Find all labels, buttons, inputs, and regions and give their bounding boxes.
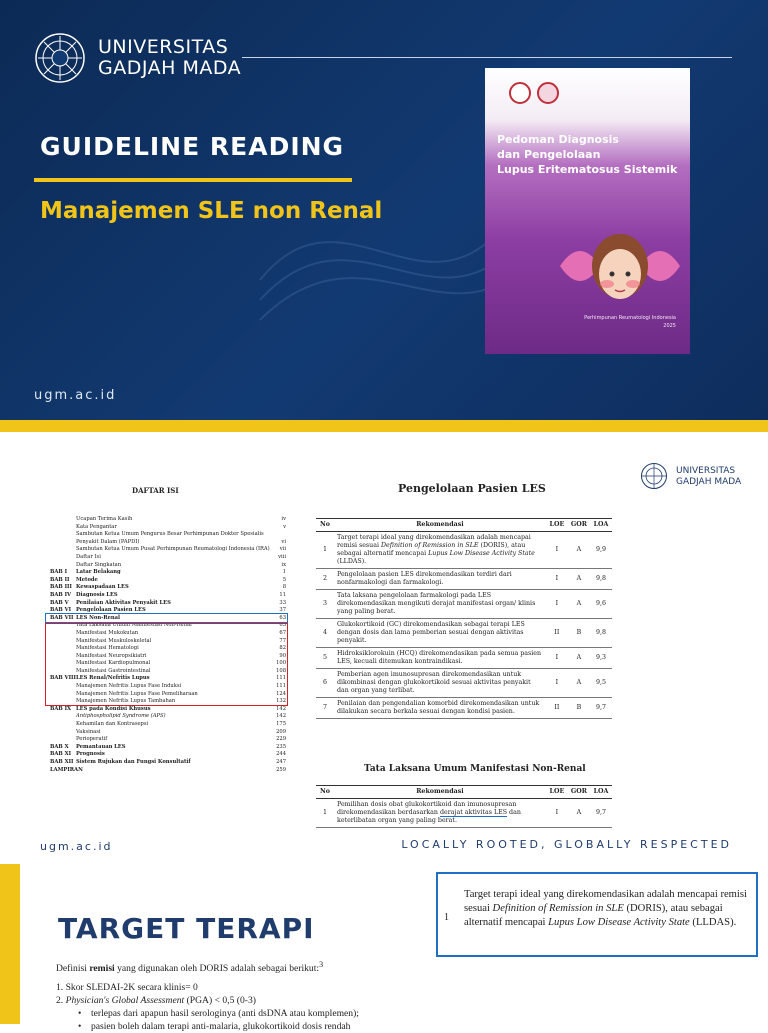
cell-rekomendasi: Penilaian dan pengendalian komorbid direkomendasikan untuk dilakukan secara berkala sesuai dengan kondisi pasien. (334, 698, 546, 719)
toc-chapter: BAB XI (50, 751, 72, 758)
cell-loe: I (546, 648, 568, 669)
toc-row (50, 729, 286, 737)
italic-term: Lupus Low Disease Activity State (428, 550, 535, 557)
def-sup: 3 (319, 960, 324, 969)
toc-chapter (50, 524, 76, 532)
university-name-small (676, 466, 741, 488)
cell-no: 2 (316, 569, 334, 590)
toc-chapter (50, 729, 76, 737)
guideline-book-cover (485, 68, 690, 354)
toc-entry: Manifestasi Mukokutan (76, 629, 139, 636)
col-no: No (316, 786, 334, 799)
header-rule (242, 57, 732, 58)
recommendation-table-1 (316, 518, 612, 719)
cell-rekomendasi: Pengelolaan pasien LES direkomendasikan terdiri dari nonfarmakologi dan farmakologi. (334, 569, 546, 590)
callout-italic-1: Definition of Remission in SLE (492, 903, 624, 914)
callout-c: (LLDAS). (689, 917, 737, 928)
toc-chapter: BAB II (50, 576, 70, 583)
cell-loa: 9,7 (590, 799, 612, 828)
callout-b: (DORIS), atau sebagai alternatif mencapai (464, 903, 723, 928)
col-rekomendasi: Rekomendasi (334, 786, 546, 799)
toc-page: 90 (279, 652, 286, 659)
cell-no: 5 (316, 648, 334, 669)
cell-no: 3 (316, 590, 334, 619)
toc-entry: Daftar Singkatan (76, 561, 122, 568)
table-row (316, 532, 612, 569)
toc-entry: Tata Laksana Umum Manifestasi Non-Renal (76, 622, 192, 629)
col-loe: LOE (546, 519, 568, 532)
table-header-row (316, 786, 612, 799)
rec-text-highlight: derajat aktivitas LES (439, 809, 508, 816)
toc-chapter (50, 516, 76, 524)
toc-entry: Vaksinasi (76, 728, 101, 735)
toc-entry: Manajemen Nefritis Lupus Tambahan (76, 698, 176, 705)
toc-page: 77 (279, 637, 286, 644)
cover-title (497, 132, 677, 177)
callout-text (464, 888, 754, 930)
toc-chapter: LAMPIRAN (50, 766, 83, 773)
toc-row (50, 584, 286, 592)
toc-entry: Manajemen Nefritis Lupus Fase Pemeliharaan (76, 690, 198, 697)
toc-entry: Kewaspadaan LES (76, 584, 129, 591)
cell-rekomendasi (334, 532, 546, 569)
list-item: 1. Skor SLEDAI-2K secara klinis= 0 (56, 982, 198, 994)
toc-page: ix (281, 561, 286, 568)
table-row (316, 619, 612, 648)
toc-entry: Sambutan Ketua Umum Pengurus Besar Perhimpunan Dokter Spesialis (76, 531, 264, 538)
toc-row (50, 577, 286, 585)
cell-loe: I (546, 569, 568, 590)
cell-gor: B (568, 619, 590, 648)
col-no: No (316, 519, 334, 532)
toc-page: 63 (279, 622, 286, 629)
ugm-seal-icon-small (640, 462, 668, 490)
cell-rekomendasi: Glukokortikoid (GC) direkomendasikan sebagai terapi LES dengan dosis dan lama pemberian sesuai dengan aktivitas penyakit. (334, 619, 546, 648)
ira-logo-icon (537, 82, 559, 104)
toc-chapter: BAB IV (50, 591, 72, 598)
cell-loa: 9,5 (590, 669, 612, 698)
cell-loa: 9,8 (590, 569, 612, 590)
toc-entry: Prognosis (76, 751, 105, 758)
toc-page: 142 (276, 705, 286, 712)
toc-chapter: BAB I (50, 569, 68, 576)
table-row (316, 569, 612, 590)
toc-page: 67 (279, 629, 286, 636)
rec-text: (LLDAS). (337, 558, 367, 565)
cover-title-line-3: Lupus Eritematosus Sistemik (497, 163, 678, 176)
slide-subtitle: Manajemen SLE non Renal (40, 198, 383, 224)
toc-row (50, 721, 286, 729)
university-line-1: UNIVERSITAS (98, 36, 229, 58)
toc-row (50, 744, 286, 752)
university-line-2: GADJAH MADA (98, 57, 242, 79)
cover-year: 2025 (663, 323, 676, 329)
toc-row (50, 736, 286, 744)
toc-entry: Daftar Isi (76, 553, 101, 560)
target-title: TARGET TERAPI (58, 912, 315, 945)
gold-divider (0, 420, 768, 432)
toc-page: 8 (282, 584, 286, 591)
toc-entry: Metode (76, 576, 98, 583)
toc-entry: Sistem Rujukan dan Fungsi Konsultatif (76, 759, 191, 765)
cell-gor: A (568, 569, 590, 590)
website-url-2: ugm.ac.id (40, 840, 113, 853)
cell-loe: I (546, 669, 568, 698)
toc-entry: Antiphospholipid Syndrome (APS) (76, 713, 166, 720)
highlight-box-red (45, 623, 288, 706)
toc-entry: Penilaian Aktivitas Penyakit LES (76, 599, 171, 606)
cell-gor: A (568, 669, 590, 698)
ugm-seal-icon (34, 32, 86, 84)
cover-publisher (584, 314, 676, 330)
toc-page: vii (279, 546, 286, 553)
list-item: • terlepas dari apapun hasil serologinya (anti dsDNA atau komplemen); (78, 1008, 359, 1020)
toc-row (50, 554, 286, 562)
cell-loa: 9,8 (590, 619, 612, 648)
recommendation-table-2 (316, 785, 612, 828)
toc-chapter (50, 736, 76, 744)
toc-page: 142 (276, 713, 286, 720)
def-bold: remisi (89, 963, 115, 975)
university-small-line-1: UNIVERSITAS (676, 466, 736, 476)
toc-chapter: BAB V (50, 599, 69, 606)
toc-entry: LES Non-Renal (76, 614, 120, 621)
toc-row (50, 562, 286, 570)
cell-loe: I (546, 590, 568, 619)
cell-rekomendasi: Hidroksiklorokuin (HCQ) direkomendasikan pada semua pasien LES, kecuali ditemukan kontraindikasi. (334, 648, 546, 669)
cell-gor: A (568, 590, 590, 619)
rec-text: Target terapi ideal yang direkomendasikan adalah mencapai remisi sesuai (337, 534, 531, 549)
toc-chapter (50, 721, 76, 729)
rec-text-b: dan keterlibatan organ yang paling berat. (337, 809, 521, 824)
table1-title: Pengelolaan Pasien LES (398, 482, 546, 495)
title-slide (0, 0, 768, 420)
toc-chapter: BAB III (50, 584, 72, 591)
toc-page (272, 531, 286, 539)
toc-chapter (50, 562, 76, 570)
toc-row (50, 531, 286, 539)
toc-entry: LES Renal/Nefritis Lupus (76, 675, 150, 682)
toc-entry: Manifestasi Hematologi (76, 645, 139, 652)
cell-loa: 9,7 (590, 698, 612, 719)
cell-loa: 9,3 (590, 648, 612, 669)
col-gor: GOR (568, 519, 590, 532)
toc-row (50, 600, 286, 608)
toc-chapter (50, 531, 76, 539)
table-header-row (316, 519, 612, 532)
toc-entry: Pengelolaan Pasien LES (76, 607, 146, 614)
rec-text: (DORIS), atau sebagai alternatif mencapai (337, 542, 526, 557)
cover-publisher-name: Perhimpunan Reumatologi Indonesia (584, 315, 676, 321)
table-row (316, 698, 612, 719)
rec-text-a: Pemilihan dosis obat glukokortikoid dan imunosupresan direkomendasikan berdasarkan (337, 801, 517, 816)
university-small-line-2: GADJAH MADA (676, 477, 742, 487)
toc-chapter: BAB X (50, 743, 69, 750)
toc-row (50, 524, 286, 532)
toc-page: 5 (282, 576, 286, 583)
toc-row (50, 546, 286, 554)
recommendation-callout (436, 872, 758, 957)
toc-page: v (283, 523, 286, 530)
toc-chapter (50, 554, 76, 562)
toc-entry: Manajemen Nefritis Lupus Fase Induksi (76, 683, 182, 690)
toc-row (50, 713, 286, 721)
toc-title: DAFTAR ISI (132, 486, 179, 495)
cell-loe: I (546, 532, 568, 569)
table-row (316, 590, 612, 619)
toc-page: 1 (282, 569, 286, 576)
toc-page: viii (278, 553, 286, 560)
cell-gor: A (568, 799, 590, 828)
university-name (98, 37, 241, 79)
toc-entry: Kehamilan dan Kontrasepsi (76, 721, 149, 728)
italic-term: Definition of Remission in SLE (380, 542, 479, 549)
toc-page: 82 (279, 645, 286, 652)
cell-gor: A (568, 648, 590, 669)
cell-no: 1 (316, 799, 334, 828)
toc-page: 235 (276, 743, 286, 750)
definition-intro (56, 958, 396, 975)
toc-page: 244 (276, 751, 286, 758)
toc-page: 259 (276, 766, 286, 773)
def-post: yang digunakan oleh DORIS adalah sebagai berikut: (114, 963, 320, 975)
toc-page: 247 (276, 759, 286, 765)
cell-loe: II (546, 698, 568, 719)
toc-page: 124 (276, 690, 286, 697)
website-url: ugm.ac.id (34, 388, 117, 403)
motto: LOCALLY ROOTED, GLOBALLY RESPECTED (401, 838, 732, 851)
toc-row (50, 767, 286, 775)
toc-chapter (50, 713, 76, 721)
def-pre: Definisi (56, 963, 90, 975)
toc-entry: Penyakit Dalam (PAPDI) (76, 538, 140, 545)
toc-page: 108 (276, 667, 286, 674)
toc-row (50, 751, 286, 759)
toc-chapter: BAB IX (50, 705, 72, 712)
col-rekomendasi: Rekomendasi (334, 519, 546, 532)
toc-chapter: BAB VIII (50, 675, 76, 682)
toc-page: 11 (279, 591, 286, 598)
toc-page: 111 (276, 675, 286, 682)
list-item: • pasien boleh dalam terapi anti-malaria, glukokortikoid dosis rendah (78, 1021, 351, 1033)
toc-entry: Manifestasi Muskuloskeletal (76, 637, 152, 644)
col-loa: LOA (590, 786, 612, 799)
col-loe: LOE (546, 786, 568, 799)
toc-entry (76, 767, 272, 775)
toc-entry: Kata Pengantar (76, 523, 117, 530)
bullet-text: terlepas dari apapun hasil serologinya (anti dsDNA atau komplemen); (90, 1008, 359, 1020)
toc-page: 175 (276, 721, 286, 728)
toc-row (50, 569, 286, 577)
toc-chapter (50, 539, 76, 547)
toc-chapter: BAB XII (50, 759, 74, 765)
table-row (316, 669, 612, 698)
bullet-text: pasien boleh dalam terapi anti-malaria, glukokortikoid dosis rendah (90, 1021, 351, 1033)
cell-no: 1 (316, 532, 334, 569)
table-row (316, 648, 612, 669)
toc-entry: Sambutan Ketua Umum Pusat Perhimpunan Reumatologi Indonesia (IRA) (76, 546, 270, 553)
cell-no: 7 (316, 698, 334, 719)
toc-entry: Pemantauan LES (76, 743, 126, 750)
toc-page: 132 (276, 698, 286, 705)
toc-page: 100 (276, 660, 286, 667)
toc-page: 63 (279, 614, 286, 621)
toc-chapter: BAB VI (50, 607, 72, 614)
toc-page: iv (281, 516, 286, 522)
list-item: 2. Physician's Global Assessment (PGA) < 0,5 (0-3) (56, 995, 256, 1007)
cell-loa: 9,6 (590, 590, 612, 619)
gold-side-bar (0, 864, 20, 1024)
cell-loe: I (546, 799, 568, 828)
cell-loe: II (546, 619, 568, 648)
table-row (316, 799, 612, 828)
slide-title: GUIDELINE READING (40, 132, 345, 161)
toc-entry: Diagnosis LES (76, 591, 118, 598)
toc-row (50, 759, 286, 767)
toc-entry: Manifestasi Neuropsikiatri (76, 652, 147, 659)
toc-entry: Manifestasi Kardiopulmonal (76, 660, 151, 667)
col-loa: LOA (590, 519, 612, 532)
toc-entry: Perioperatif (76, 736, 108, 743)
table2-title: Tata Laksana Umum Manifestasi Non-Renal (364, 764, 586, 774)
cell-no: 4 (316, 619, 334, 648)
callout-italic-2: Lupus Low Disease Activity State (548, 917, 690, 928)
callout-number: 1 (444, 912, 449, 923)
toc-row (50, 592, 286, 600)
cell-rekomendasi (334, 799, 546, 828)
callout-a: Target terapi ideal yang direkomendasikan adalah mencapai remisi sesuai (464, 889, 747, 914)
col-gor: GOR (568, 786, 590, 799)
toc-page: vi (281, 538, 286, 545)
toc-entry: Manifestasi Gastrointestinal (76, 667, 151, 674)
cover-title-line-1: Pedoman Diagnosis (497, 133, 619, 146)
toc-chapter (50, 546, 76, 554)
cell-gor: B (568, 698, 590, 719)
toc-entry: Ucapan Terima Kasih (76, 516, 133, 522)
toc-row (50, 516, 286, 524)
toc-page: 209 (276, 728, 286, 735)
cell-rekomendasi: Pemberian agen imunosupresan direkomendasikan untuk dikombinasi dengan glukokortikoid sesuai aktivitas penyakit dan organ yang terlibat. (334, 669, 546, 698)
toc-page: 33 (279, 599, 286, 606)
toc-page: 111 (276, 683, 286, 690)
cell-gor: A (568, 532, 590, 569)
cover-title-line-2: dan Pengelolaan (497, 148, 601, 161)
cell-loa: 9,9 (590, 532, 612, 569)
cell-no: 6 (316, 669, 334, 698)
toc-entry: LES pada Kondisi Khusus (76, 705, 151, 712)
cover-illustration-face (555, 226, 685, 316)
toc-page: 37 (279, 607, 286, 614)
doris-definition (56, 958, 396, 1033)
papdi-logo-icon (509, 82, 531, 104)
highlight-box-blue (45, 613, 288, 623)
title-underline (34, 178, 352, 182)
toc-entry: Latar Belakang (76, 569, 121, 576)
toc-chapter: BAB VII (50, 614, 74, 621)
cell-rekomendasi: Tata laksana pengelolaan farmakologi pada LES direkomendasikan mengikuti derajat manifestasi organ/ klinis yang paling berat. (334, 590, 546, 619)
toc-page: 229 (276, 736, 286, 743)
